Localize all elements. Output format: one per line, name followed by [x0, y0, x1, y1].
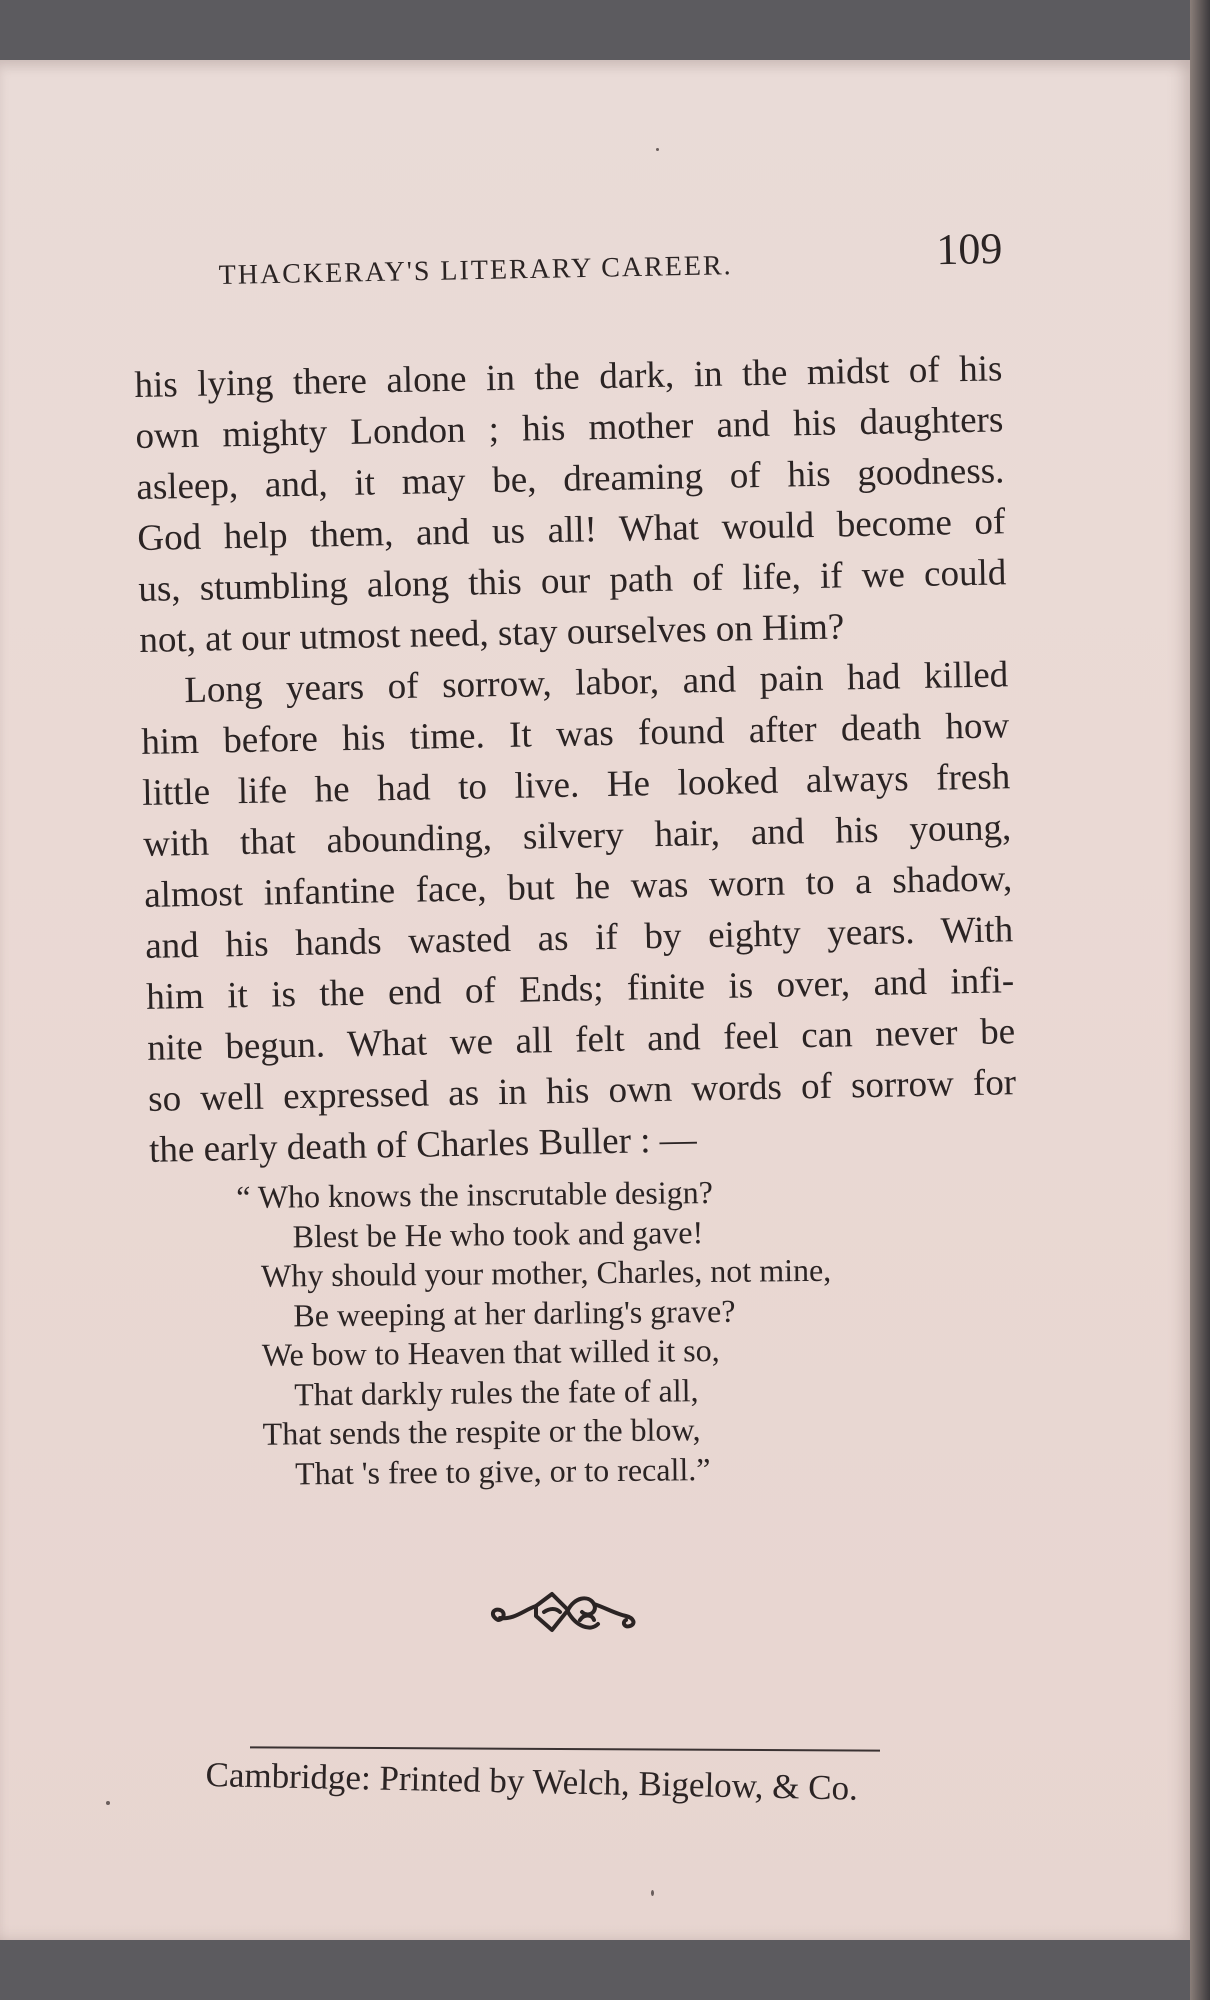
text-line: Long years of sorrow, labor, and pain had killed: [183, 654, 1009, 712]
text-line: and his hands wasted as if by eighty years. With: [144, 909, 1014, 967]
verse-line: We bow to Heaven that willed it so,: [261, 1331, 720, 1373]
verse-line: Be weeping at her darling's grave?: [293, 1292, 736, 1333]
text-line: God help them, and us all! What would become of: [137, 501, 1006, 559]
text-line: nite begun. What we all felt and feel can never be: [146, 1011, 1016, 1069]
paper-speck: [106, 1801, 110, 1805]
imprint-rule: [250, 1746, 880, 1751]
text-line: with that abounding, silvery hair, and his young,: [142, 807, 1012, 865]
text-line: his lying there alone in the dark, in the midst of his: [134, 348, 1003, 406]
text-line: so well expressed as in his own words of sorrow for: [147, 1062, 1017, 1120]
verse-line: That sends the respite or the blow,: [262, 1411, 701, 1452]
page-number: 109: [935, 223, 1003, 275]
printer-imprint: Cambridge: Printed by Welch, Bigelow, & Co.: [205, 1755, 859, 1808]
verse-line: That darkly rules the fate of all,: [294, 1371, 699, 1412]
verse-line: “ Who knows the inscrutable design?: [236, 1174, 713, 1215]
verse-quotation: [236, 1171, 939, 1494]
paper-speck: [651, 1890, 654, 1896]
text-line: not, at our utmost need, stay ourselves on Him?: [138, 606, 845, 661]
body-text: [134, 343, 1018, 1176]
page-edge-shadow: [1190, 0, 1210, 2000]
book-page: [0, 60, 1192, 1940]
text-line: the early death of Charles Buller : —: [148, 1119, 698, 1171]
page-header: [218, 223, 1003, 298]
verse-line: Why should your mother, Charles, not mine,: [260, 1251, 832, 1294]
text-line: almost infantine face, but he was worn to a shadow,: [143, 858, 1013, 916]
running-head: THACKERAY'S LITERARY CAREER.: [218, 250, 733, 291]
text-line: him before his time. It was found after death how: [140, 705, 1010, 763]
text-line: little life he had to live. He looked always fresh: [141, 756, 1011, 814]
paper-speck: [656, 148, 659, 151]
text-line: own mighty London ; his mother and his daughters: [135, 399, 1004, 457]
text-line: him it is the end of Ends; finite is over, and infi-: [145, 960, 1015, 1018]
text-line: asleep, and, it may be, dreaming of his goodness.: [136, 450, 1005, 508]
verse-line: Blest be He who took and gave!: [292, 1213, 704, 1254]
text-line: us, stumbling along this our path of life, if we could: [138, 552, 1007, 610]
printers-fleuron-icon: [484, 1580, 644, 1652]
verse-line: That 's free to give, or to recall.”: [294, 1450, 711, 1491]
